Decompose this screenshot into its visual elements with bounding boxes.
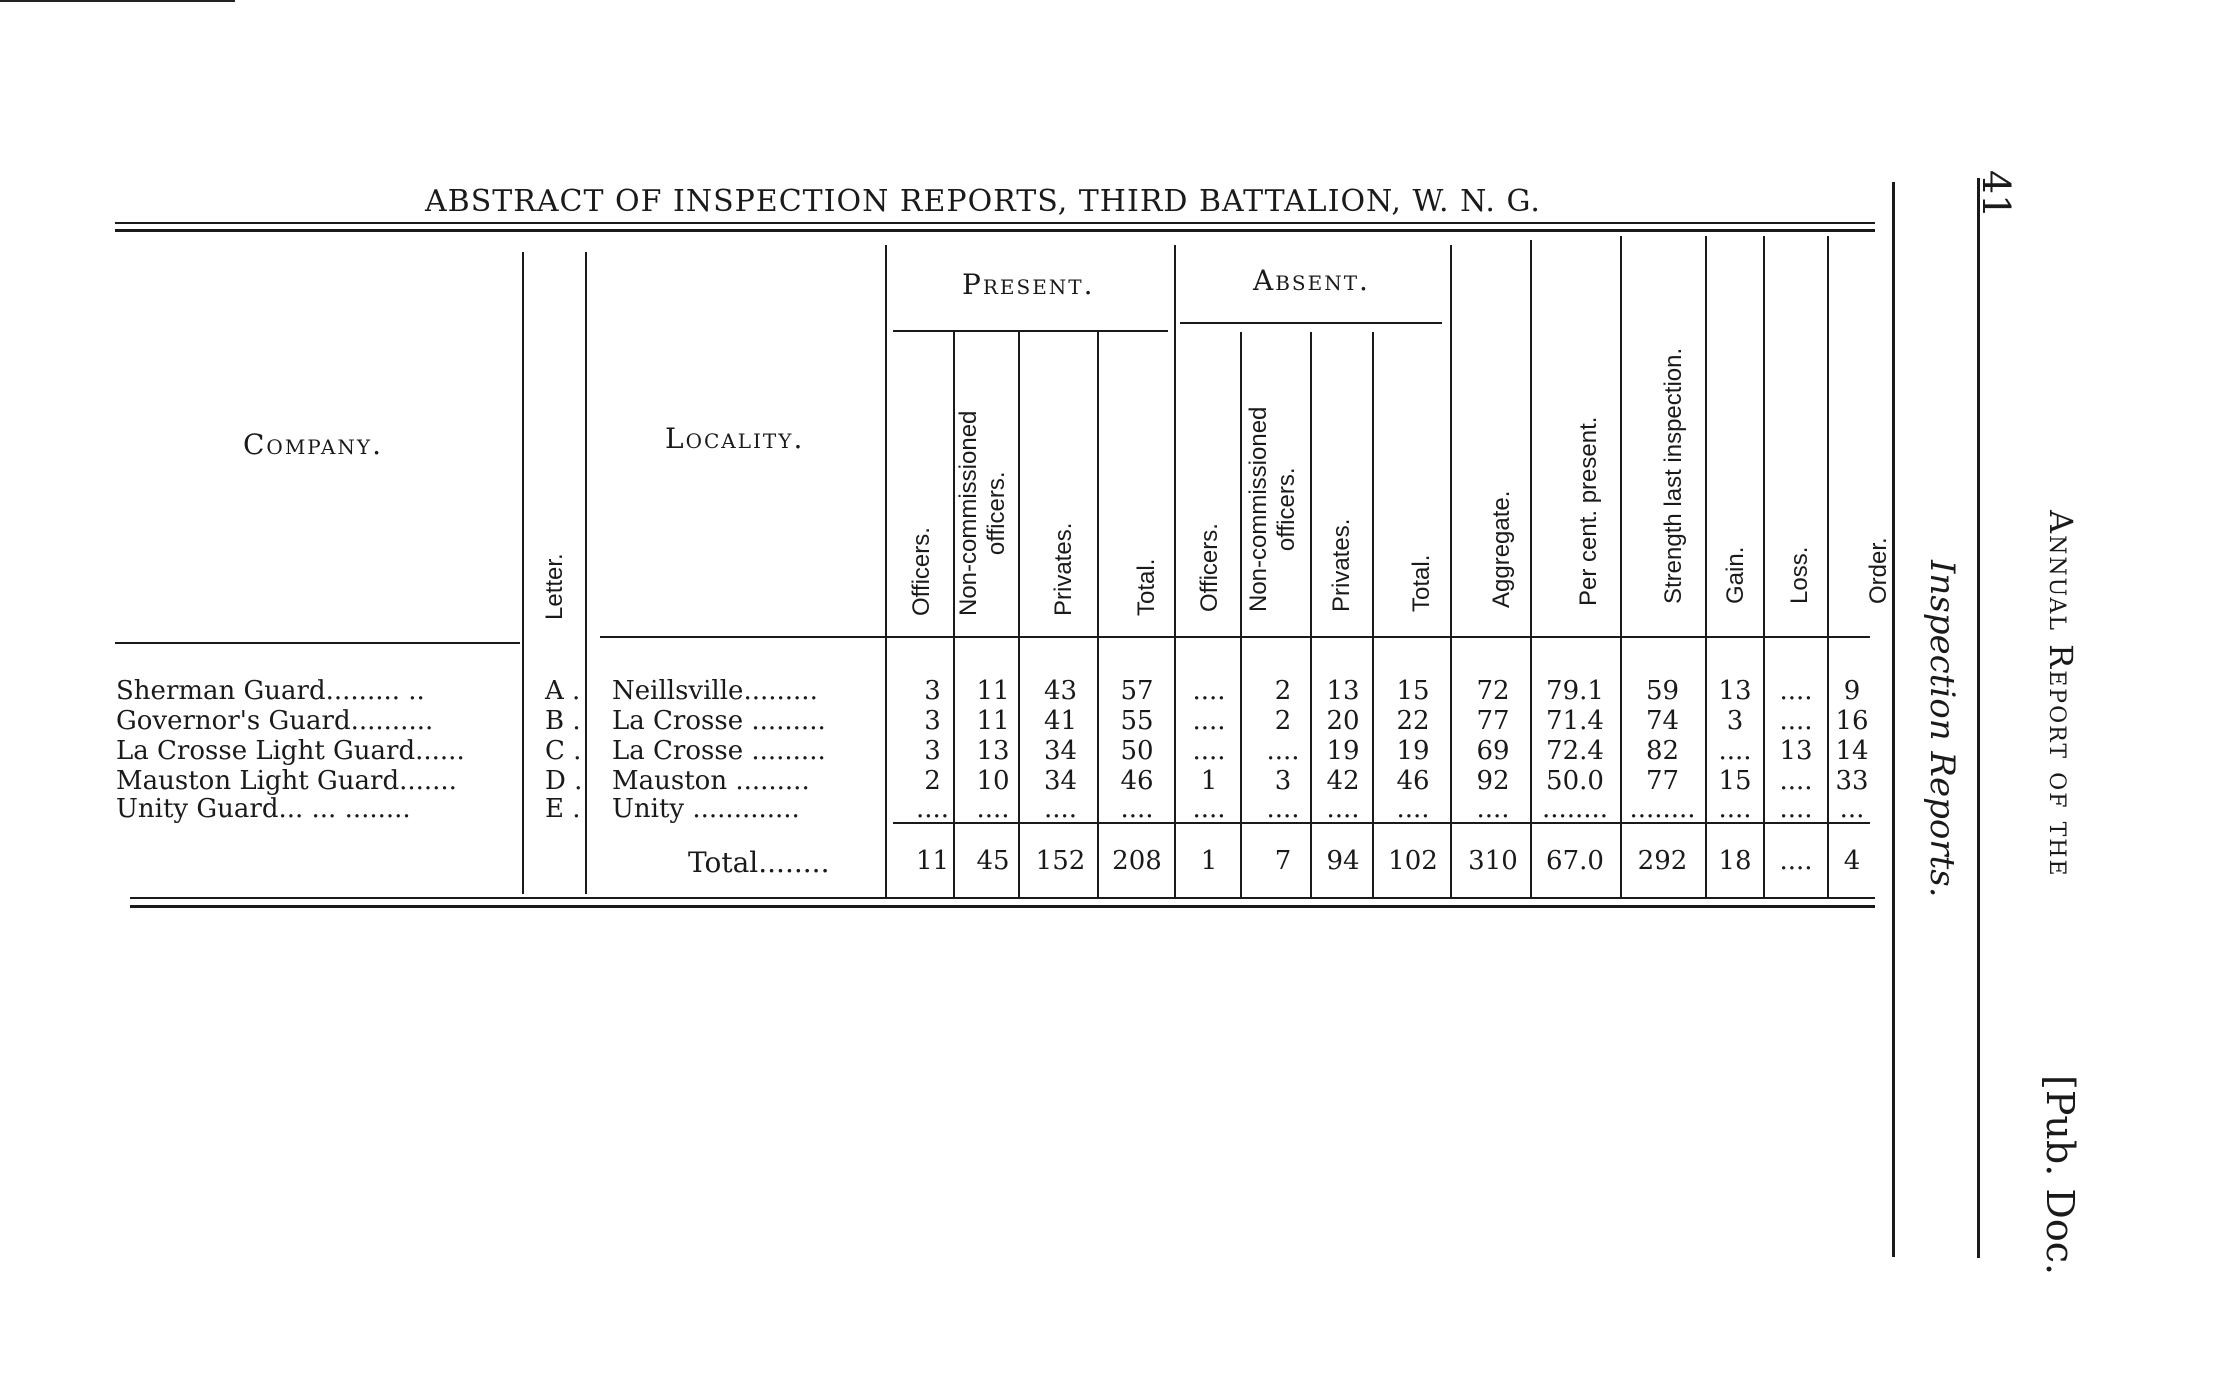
- order: 16: [1835, 706, 1869, 736]
- header-locality: Locality.: [665, 422, 805, 455]
- present-nco: 13: [976, 736, 1010, 766]
- absent-total: 19: [1396, 736, 1430, 766]
- company-letter: D .: [545, 766, 583, 796]
- loss: ....: [1779, 794, 1813, 824]
- company-letter: C .: [545, 736, 582, 766]
- present-privates: 43: [1043, 676, 1078, 706]
- aggregate: 92: [1476, 766, 1510, 796]
- total-present-nco: 45: [976, 846, 1010, 876]
- total-per-cent: 67.0: [1546, 846, 1604, 876]
- absent-group-underline: [1180, 322, 1442, 324]
- header-order: Order.: [1865, 537, 1892, 604]
- gain: ....: [1718, 794, 1752, 824]
- absent-officers: 1: [1200, 766, 1218, 796]
- absent-officers: ....: [1192, 794, 1226, 824]
- right-border-line-2: [1977, 178, 1980, 1258]
- absent-officers: ....: [1192, 676, 1226, 706]
- total-present-total: 208: [1112, 846, 1162, 876]
- absent-privates: 13: [1326, 676, 1360, 706]
- loss: ....: [1779, 766, 1813, 796]
- header-absent-nco-line2: officers.: [1273, 467, 1300, 552]
- company-locality: Unity .............: [612, 794, 800, 824]
- table-row: [0, 676, 2237, 706]
- company-letter: A .: [545, 676, 581, 706]
- absent-nco: 2: [1274, 706, 1292, 736]
- present-total: 55: [1120, 706, 1154, 736]
- present-nco: 10: [976, 766, 1010, 796]
- loss: 13: [1779, 736, 1813, 766]
- company-locality: Neillsville.........: [612, 676, 818, 706]
- header-aggregate: Aggregate.: [1488, 490, 1515, 608]
- present-officers: 3: [924, 736, 941, 766]
- total-present-privates: 152: [1035, 846, 1086, 876]
- absent-officers: ....: [1192, 736, 1226, 766]
- strength-last-inspection: 77: [1645, 766, 1680, 796]
- absent-privates: 19: [1326, 736, 1360, 766]
- header-present-group: Present.: [962, 268, 1095, 301]
- header-absent-nco-line1: Non-commissioned: [1245, 406, 1272, 612]
- header-gain: Gain.: [1722, 546, 1749, 604]
- company-letter: B .: [545, 706, 581, 736]
- aggregate: 77: [1476, 706, 1510, 736]
- order: 33: [1835, 766, 1869, 796]
- table-title: ABSTRACT OF INSPECTION REPORTS, THIRD BATTALION, W. N. G.: [425, 184, 1541, 219]
- side-section-title: Inspection Reports.: [1922, 560, 1962, 898]
- total-order: 4: [1843, 846, 1861, 876]
- per-cent-present: 50.0: [1546, 766, 1604, 796]
- company-name: Sherman Guard......... ..: [116, 676, 425, 706]
- total-present-officers: 11: [915, 846, 950, 876]
- table-row: [0, 736, 2237, 766]
- bottom-double-rule-1: [130, 897, 1875, 899]
- absent-nco: ....: [1266, 794, 1300, 824]
- absent-officers: ....: [1192, 706, 1226, 736]
- top-double-rule-2: [115, 229, 1875, 232]
- header-loss: Loss.: [1786, 546, 1813, 604]
- header-strength: Strength last inspection.: [1660, 347, 1687, 604]
- header-absent-officers: Officers.: [1196, 523, 1223, 612]
- per-cent-present: 72.4: [1546, 736, 1604, 766]
- absent-nco: 3: [1274, 766, 1292, 796]
- absent-privates: ....: [1326, 794, 1360, 824]
- header-company: Company.: [243, 428, 383, 461]
- strength-last-inspection: ........: [1629, 794, 1696, 824]
- total-aggregate: 310: [1468, 846, 1518, 876]
- table-row: [0, 706, 2237, 736]
- total-loss: ....: [1779, 846, 1813, 876]
- running-head: Annual Report of the: [2042, 510, 2080, 878]
- page-top-edge-line: [0, 0, 235, 2]
- table-row: [0, 794, 2237, 824]
- present-nco: 11: [976, 676, 1010, 706]
- per-cent-present: 71.4: [1546, 706, 1604, 736]
- present-officers: ....: [915, 794, 950, 824]
- loss: ....: [1779, 676, 1813, 706]
- total-strength: 292: [1637, 846, 1688, 876]
- header-present-nco: [955, 411, 1011, 616]
- company-name: Mauston Light Guard.......: [116, 766, 457, 796]
- top-double-rule-1: [115, 222, 1875, 224]
- absent-total: 15: [1396, 676, 1430, 706]
- company-name: Governor's Guard..........: [116, 706, 434, 736]
- header-present-nco-line2: officers.: [983, 471, 1010, 556]
- header-letter: Letter.: [541, 553, 568, 620]
- total-gain: 18: [1718, 846, 1752, 876]
- company-name: La Crosse Light Guard......: [116, 736, 465, 766]
- absent-nco: 2: [1274, 676, 1292, 706]
- present-officers: 3: [924, 676, 941, 706]
- present-total: 57: [1120, 676, 1154, 706]
- header-absent-total: Total.: [1408, 554, 1435, 612]
- header-absent-privates: Privates.: [1328, 518, 1355, 612]
- header-rule-locality: [600, 636, 1870, 638]
- header-present-total: Total.: [1133, 558, 1160, 616]
- gain: 15: [1718, 766, 1752, 796]
- order: 9: [1843, 676, 1861, 706]
- totals-label: Total........: [688, 846, 830, 879]
- total-absent-privates: 94: [1326, 846, 1360, 876]
- aggregate: 72: [1476, 676, 1510, 706]
- header-absent-group: Absent.: [1253, 264, 1370, 297]
- absent-total: 22: [1396, 706, 1430, 736]
- header-present-nco-line1: Non-commissioned: [955, 410, 982, 616]
- present-officers: 3: [924, 706, 941, 736]
- absent-nco: ....: [1266, 736, 1300, 766]
- absent-total: 46: [1396, 766, 1430, 796]
- per-cent-present: 79.1: [1546, 676, 1604, 706]
- absent-privates: 20: [1326, 706, 1360, 736]
- present-officers: 2: [924, 766, 941, 796]
- present-nco: ....: [976, 794, 1010, 824]
- company-letter: E .: [545, 794, 581, 824]
- bottom-double-rule-2: [130, 905, 1875, 908]
- present-privates: 34: [1043, 736, 1078, 766]
- header-present-officers: Officers.: [908, 527, 935, 616]
- aggregate: 69: [1476, 736, 1510, 766]
- table-row: [0, 766, 2237, 796]
- totals-row: [0, 846, 2237, 879]
- right-border-line-1: [1892, 182, 1895, 1257]
- page-number: 41: [1974, 170, 2018, 219]
- absent-privates: 42: [1326, 766, 1360, 796]
- absent-total: ....: [1396, 794, 1430, 824]
- present-total: ....: [1120, 794, 1154, 824]
- gain: 13: [1718, 676, 1752, 706]
- company-locality: La Crosse .........: [612, 736, 826, 766]
- company-name: Unity Guard... ... ........: [116, 794, 411, 824]
- present-nco: 11: [976, 706, 1010, 736]
- present-total: 50: [1120, 736, 1154, 766]
- gain: ....: [1718, 736, 1752, 766]
- total-absent-total: 102: [1388, 846, 1438, 876]
- total-absent-nco: 7: [1274, 846, 1292, 876]
- company-locality: La Crosse .........: [612, 706, 826, 736]
- present-privates: 34: [1043, 766, 1078, 796]
- order: ...: [1839, 794, 1865, 824]
- strength-last-inspection: 82: [1645, 736, 1680, 766]
- present-group-underline: [893, 330, 1168, 332]
- strength-last-inspection: 59: [1645, 676, 1680, 706]
- gain: 3: [1726, 706, 1744, 736]
- strength-last-inspection: 74: [1645, 706, 1680, 736]
- loss: ....: [1779, 706, 1813, 736]
- doc-label: [Pub. Doc.: [2038, 1075, 2082, 1276]
- header-present-privates: Privates.: [1050, 522, 1077, 616]
- company-locality: Mauston .........: [612, 766, 810, 796]
- present-privates: ....: [1043, 794, 1078, 824]
- header-per-cent: Per cent. present.: [1575, 416, 1602, 606]
- order: 14: [1835, 736, 1869, 766]
- present-privates: 41: [1043, 706, 1078, 736]
- header-absent-nco: [1245, 407, 1301, 612]
- aggregate: ....: [1476, 794, 1510, 824]
- present-total: 46: [1120, 766, 1154, 796]
- per-cent-present: ........: [1541, 794, 1609, 824]
- total-absent-officers: 1: [1200, 846, 1218, 876]
- header-rule-company: [115, 642, 520, 644]
